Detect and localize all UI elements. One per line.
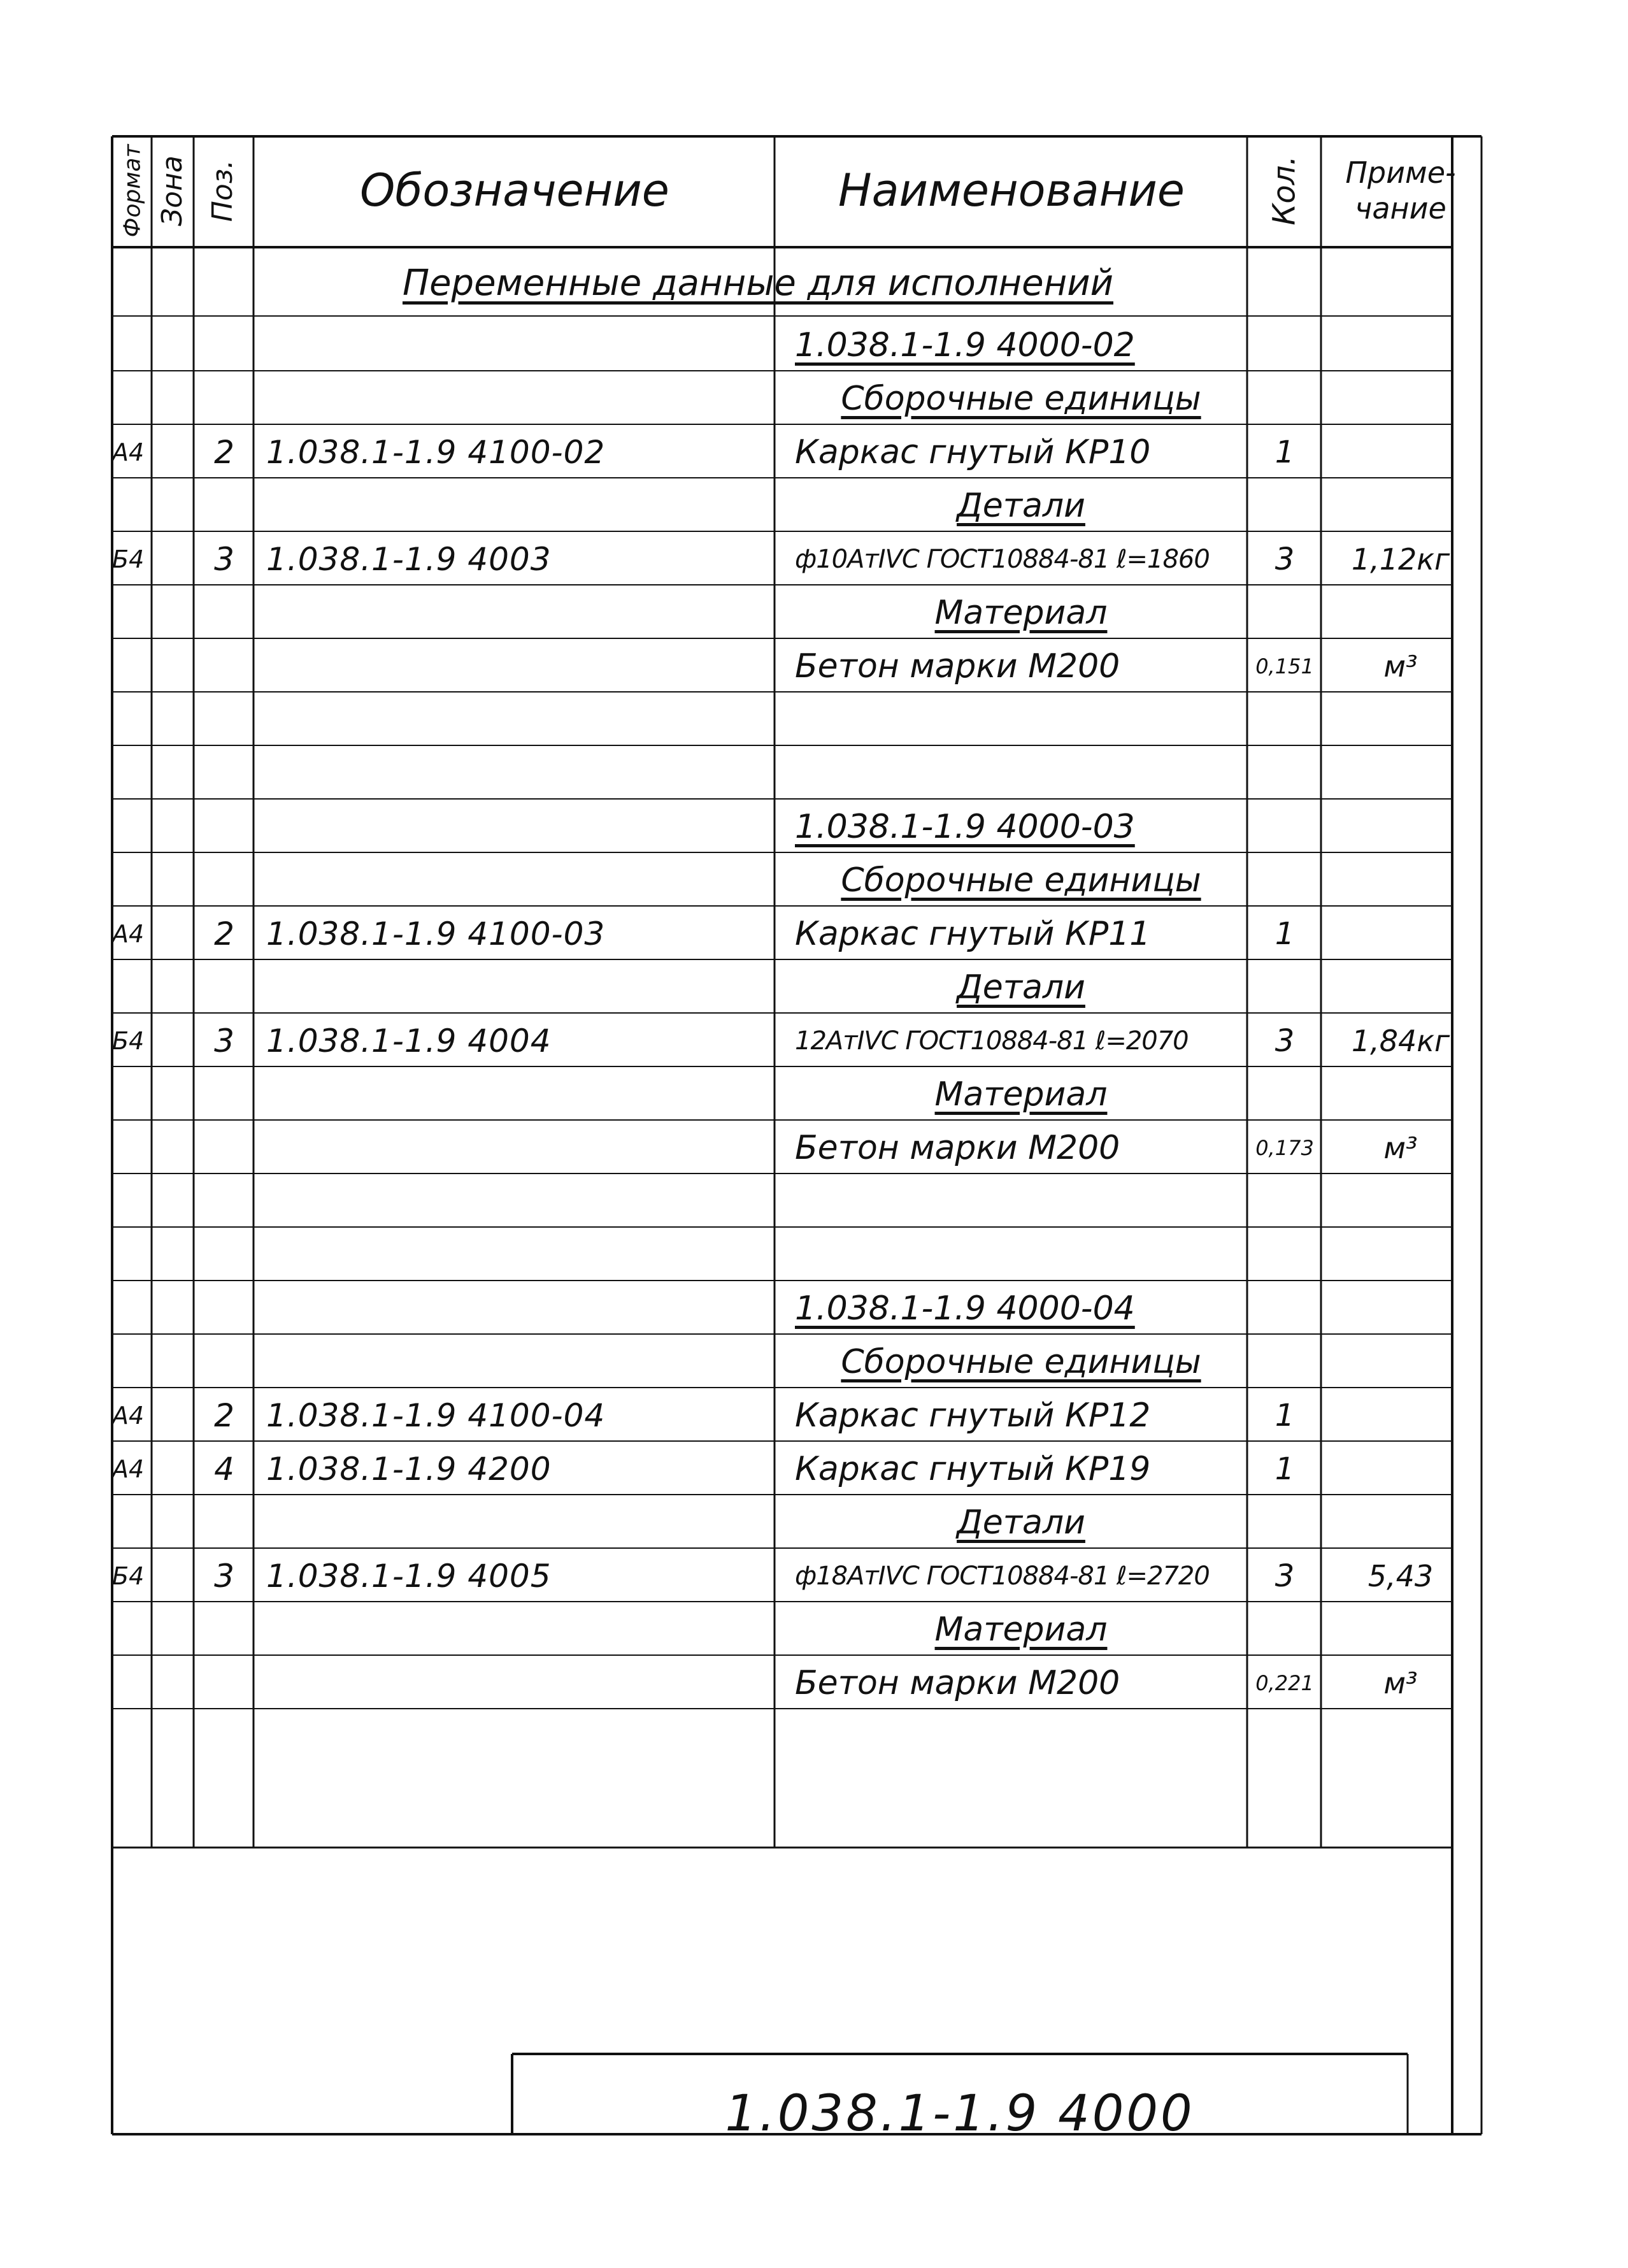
row-name: Сборочные единицы: [841, 861, 1201, 900]
row-quantity: [1248, 372, 1321, 426]
header-qty: [1248, 136, 1321, 245]
row-quantity: 1: [1275, 1451, 1295, 1487]
header-note-line1: Приме-: [1345, 155, 1456, 190]
row-format: [112, 319, 150, 372]
header-note-line2: чание: [1355, 191, 1446, 226]
header-designation-label: Обозначение: [360, 164, 669, 217]
row-name: [795, 1175, 1247, 1228]
row-position: [195, 1603, 253, 1656]
row-format: А4: [112, 1455, 145, 1483]
row-designation: 1.038.1-1.9 4100-04: [266, 1397, 606, 1434]
row-position: [195, 1282, 253, 1335]
row-quantity: [1248, 1175, 1321, 1228]
row-name: Сборочные единицы: [841, 1343, 1201, 1381]
row-name: 12АтIVС ГОСТ10884-81 ℓ=2070: [795, 1026, 1189, 1056]
row-quantity: [1248, 1282, 1321, 1335]
header-qty-label: Кол.: [1266, 155, 1303, 226]
row-name: Детали: [957, 1504, 1085, 1542]
row-format: [112, 1335, 150, 1389]
row-name: Каркас гнутый КР10: [795, 433, 1151, 471]
row-position: 3: [214, 1558, 234, 1595]
row-name: ф18АтIVС ГОСТ10884-81 ℓ=2720: [795, 1561, 1210, 1591]
row-name: Каркас гнутый КР19: [795, 1450, 1151, 1488]
row-quantity: [1248, 586, 1321, 640]
header-name: [776, 136, 1247, 245]
row-designation: 1.038.1-1.9 4100-02: [266, 434, 606, 471]
row-position: 2: [214, 915, 234, 952]
row-designation: [266, 1335, 776, 1389]
row-format: [112, 372, 150, 426]
row-designation: 1.038.1-1.9 4005: [266, 1558, 552, 1595]
row-quantity: [1248, 747, 1321, 800]
row-position: 4: [214, 1451, 234, 1488]
header-zone: [152, 136, 192, 245]
row-name: Каркас гнутый КР11: [795, 915, 1151, 953]
row-note: 1,12кг: [1351, 542, 1450, 577]
row-name: Сборочные единицы: [841, 380, 1201, 418]
row-position: [195, 586, 253, 640]
row-quantity: [1248, 1603, 1321, 1656]
row-note: [1322, 479, 1479, 533]
row-format: [112, 1656, 150, 1710]
row-designation: 1.038.1-1.9 4100-03: [266, 915, 606, 952]
row-designation: [266, 1656, 776, 1710]
row-format: А4: [112, 920, 145, 948]
row-note: [1322, 319, 1479, 372]
row-note: [1322, 747, 1479, 800]
row-note: [1322, 800, 1479, 854]
row-format: [112, 961, 150, 1014]
row-name: Материал: [934, 1611, 1108, 1649]
row-position: [195, 479, 253, 533]
row-position: 2: [214, 1397, 234, 1434]
row-position: 3: [214, 541, 234, 578]
row-note: [1322, 1175, 1479, 1228]
row-quantity: [1248, 1496, 1321, 1549]
row-position: [195, 854, 253, 907]
row-quantity: 1: [1275, 1398, 1295, 1433]
row-name: Бетон марки М200: [795, 647, 1120, 685]
row-note: [1322, 907, 1479, 961]
row-designation: [266, 1603, 776, 1656]
header-designation: [255, 136, 775, 245]
header-pos-label: Поз.: [206, 159, 239, 222]
row-note: [1322, 1603, 1479, 1656]
row-designation: [266, 1121, 776, 1175]
row-designation: 1.038.1-1.9 4004: [266, 1023, 552, 1059]
row-name: Бетон марки М200: [795, 1129, 1120, 1167]
row-name: 1.038.1-1.9 4000-03: [795, 808, 1135, 846]
row-quantity: 3: [1275, 1023, 1295, 1059]
row-quantity: [1248, 1068, 1321, 1121]
row-designation: 1.038.1-1.9 4003: [266, 541, 552, 578]
row-format: [112, 1228, 150, 1282]
row-quantity: 1: [1275, 916, 1295, 952]
row-note: 1,84кг: [1351, 1024, 1450, 1058]
document-code: 1.038.1-1.9 4000: [725, 2085, 1195, 2142]
row-quantity: [1248, 1335, 1321, 1389]
row-position: [195, 1175, 253, 1228]
row-name: [795, 693, 1247, 747]
row-name: Детали: [957, 968, 1085, 1007]
row-format: [112, 1603, 150, 1656]
row-name: Материал: [934, 594, 1108, 632]
row-position: [195, 1656, 253, 1710]
row-format: [112, 1175, 150, 1228]
row-quantity: 1: [1275, 434, 1295, 470]
header-note: [1322, 136, 1479, 245]
row-format: [112, 1121, 150, 1175]
row-note: 5,43: [1367, 1559, 1434, 1593]
row-position: [195, 693, 253, 747]
row-name: Бетон марки М200: [795, 1664, 1120, 1702]
row-format: [112, 854, 150, 907]
row-format: [112, 1282, 150, 1335]
row-position: [195, 1335, 253, 1389]
row-quantity: [1248, 479, 1321, 533]
row-note: м³: [1383, 649, 1418, 684]
row-quantity: [1248, 693, 1321, 747]
row-designation: [266, 1282, 776, 1335]
row-format: А4: [112, 1402, 145, 1430]
row-name: 1.038.1-1.9 4000-04: [795, 1289, 1135, 1328]
row-note: [1322, 1389, 1479, 1442]
header-format-label: Формат: [119, 143, 146, 238]
row-position: [195, 1228, 253, 1282]
row-note: [1322, 426, 1479, 479]
row-note: [1322, 961, 1479, 1014]
row-name: Каркас гнутый КР12: [795, 1396, 1151, 1435]
row-format: [112, 586, 150, 640]
row-format: Б4: [112, 1562, 145, 1590]
row-position: 2: [214, 434, 234, 471]
row-position: [195, 747, 253, 800]
row-position: [195, 1121, 253, 1175]
row-name: [795, 1228, 1247, 1282]
row-quantity: 3: [1275, 542, 1295, 577]
row-position: [195, 1068, 253, 1121]
row-format: [112, 1496, 150, 1549]
header-zone-label: Зона: [155, 155, 189, 226]
row-note: [1322, 1496, 1479, 1549]
row-designation: [266, 319, 776, 372]
row-name: [795, 747, 1247, 800]
row-designation: [266, 961, 776, 1014]
row-format: [112, 640, 150, 693]
row-format: [112, 479, 150, 533]
row-position: [195, 319, 253, 372]
row-format: [112, 800, 150, 854]
row-quantity: [1248, 1228, 1321, 1282]
row-note: [1322, 1068, 1479, 1121]
row-note: м³: [1383, 1131, 1418, 1165]
row-note: м³: [1383, 1666, 1418, 1700]
variable-data-title: Переменные данные для исполнений: [402, 262, 1113, 304]
row-designation: [266, 479, 776, 533]
row-name: ф10АтIVС ГОСТ10884-81 ℓ=1860: [795, 545, 1210, 574]
row-designation: [266, 1496, 776, 1549]
row-format: [112, 1068, 150, 1121]
row-position: [195, 640, 253, 693]
row-position: [195, 961, 253, 1014]
row-format: А4: [112, 438, 145, 466]
row-name: 1.038.1-1.9 4000-02: [795, 326, 1135, 364]
row-note: [1322, 586, 1479, 640]
row-designation: [266, 1068, 776, 1121]
row-format: Б4: [112, 545, 145, 573]
row-quantity: 0,173: [1255, 1136, 1314, 1160]
row-note: [1322, 1228, 1479, 1282]
row-quantity: [1248, 854, 1321, 907]
row-name: Детали: [957, 487, 1085, 525]
header-format: [115, 136, 150, 245]
row-position: [195, 1496, 253, 1549]
row-format: [112, 693, 150, 747]
row-designation: [266, 586, 776, 640]
row-position: 3: [214, 1023, 234, 1059]
row-quantity: [1248, 319, 1321, 372]
row-format: [112, 747, 150, 800]
row-designation: [266, 1175, 776, 1228]
row-designation: [266, 800, 776, 854]
row-quantity: [1248, 800, 1321, 854]
row-quantity: 0,221: [1255, 1671, 1314, 1695]
row-note: [1322, 1335, 1479, 1389]
row-format: Б4: [112, 1027, 145, 1055]
row-note: [1322, 854, 1479, 907]
header-name-label: Наименование: [838, 164, 1185, 217]
row-designation: [266, 693, 776, 747]
row-designation: [266, 640, 776, 693]
row-designation: [266, 747, 776, 800]
row-designation: 1.038.1-1.9 4200: [266, 1451, 552, 1488]
row-note: [1322, 1282, 1479, 1335]
row-quantity: 3: [1275, 1558, 1295, 1594]
row-quantity: [1248, 961, 1321, 1014]
row-quantity: 0,151: [1255, 654, 1314, 678]
row-note: [1322, 1442, 1479, 1496]
row-name: Материал: [934, 1075, 1108, 1114]
row-note: [1322, 372, 1479, 426]
row-designation: [266, 854, 776, 907]
row-designation: [266, 1228, 776, 1282]
row-position: [195, 800, 253, 854]
row-position: [195, 372, 253, 426]
row-designation: [266, 372, 776, 426]
header-pos: [194, 136, 252, 245]
row-note: [1322, 693, 1479, 747]
